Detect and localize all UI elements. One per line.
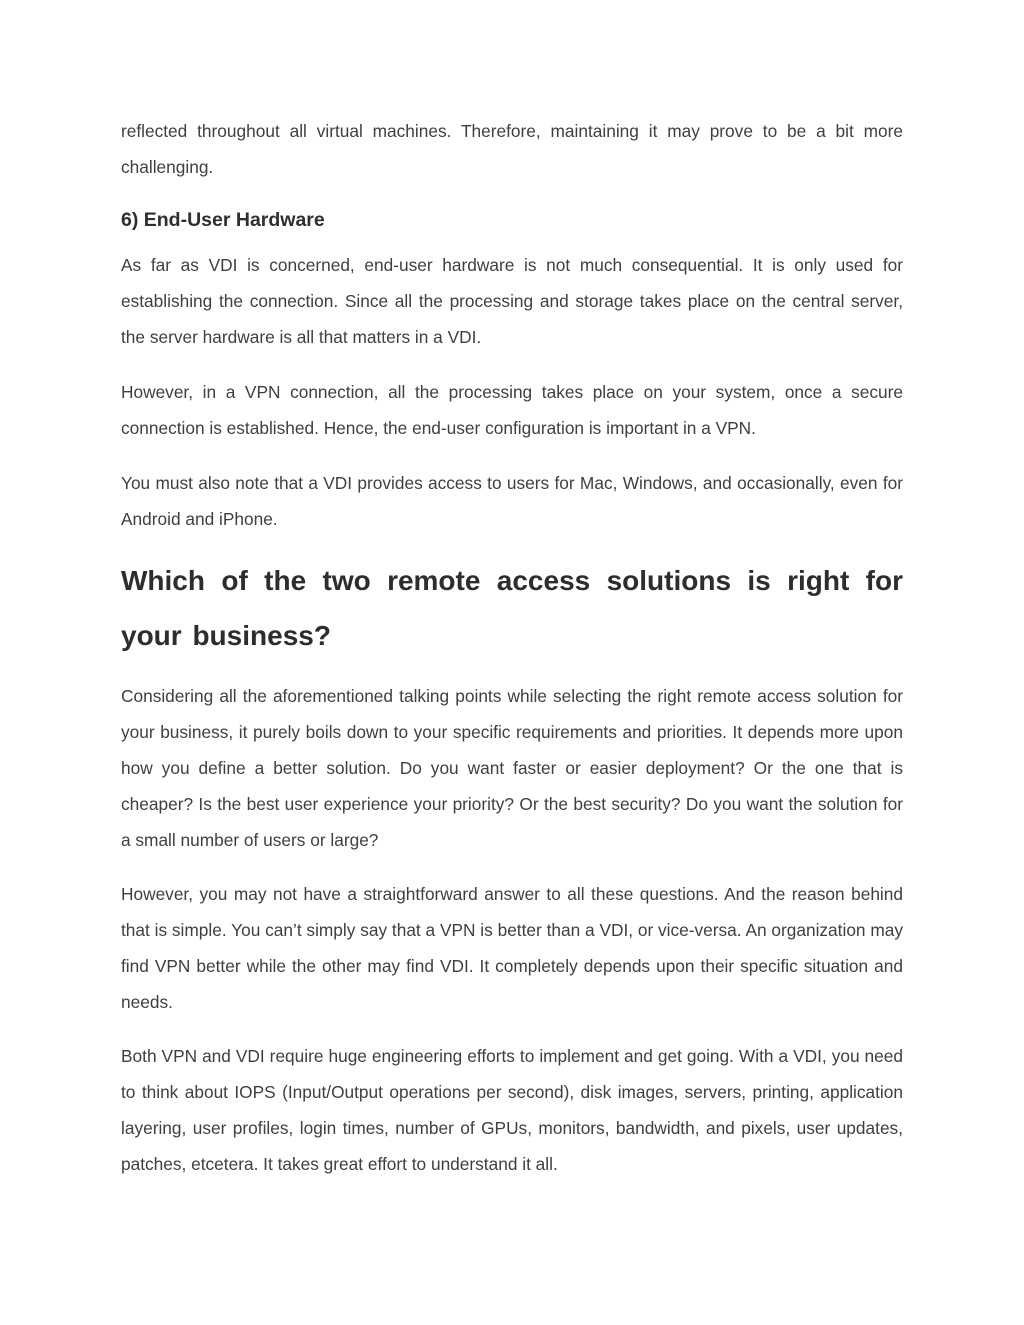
end-user-hardware-heading: 6) End-User Hardware [121, 209, 325, 231]
hardware-paragraph-2: However, in a VPN connection, all the processing takes place on your system, once a secure connection is established. Hence, the end-user configuration is important in a VPN. [121, 382, 903, 438]
hardware-paragraph-1: As far as VDI is concerned, end-user hardware is not much consequential. It is only used for establishing the connection. Since all the processing and storage takes place on the central server, the server hardware is all that matters in a VDI. [121, 255, 903, 347]
intro-paragraph: reflected throughout all virtual machines. Therefore, maintaining it may prove to be a bit more challenging. [121, 121, 903, 177]
document-page [121, 113, 903, 1182]
section-paragraph-3: Both VPN and VDI require huge engineering efforts to implement and get going. With a VDI, you need to think about IOPS (Input/Output operations per second), disk images, servers, printing, application layering, user profiles, login times, number of GPUs, monitors, bandwidth, and pixels, user updates, patches, etcetera. It takes great effort to understand it all. [121, 1046, 903, 1174]
section-paragraph-1: Considering all the aforementioned talking points while selecting the right remote access solution for your business, it purely boils down to your specific requirements and priorities. It depends more upon how you define a better solution. Do you want faster or easier deployment? Or the one that is cheaper? Is the best user experience your priority? Or the best security? Do you want the solution for a small number of users or large? [121, 686, 903, 850]
hardware-paragraph-3: You must also note that a VDI provides access to users for Mac, Windows, and occasionally, even for Android and iPhone. [121, 473, 903, 529]
section-paragraph-2: However, you may not have a straightforward answer to all these questions. And the reason behind that is simple. You can’t simply say that a VPN is better than a VDI, or vice-versa. An organization may find VPN better while the other may find VDI. It completely depends upon their specific situation and needs. [121, 884, 903, 1012]
section-heading: Which of the two remote access solutions is right for your business? [121, 565, 903, 651]
